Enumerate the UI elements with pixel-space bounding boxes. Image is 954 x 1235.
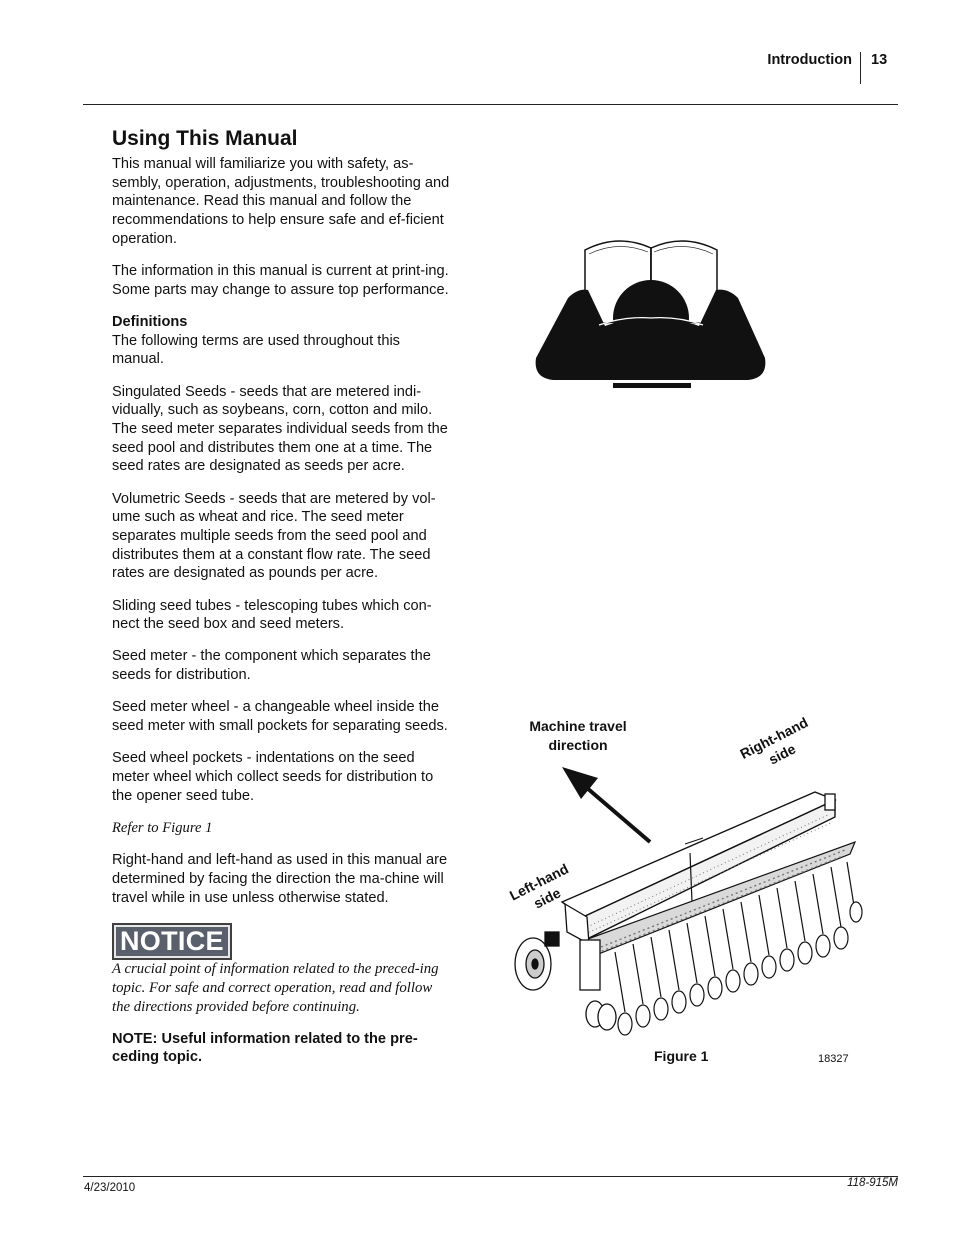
label-left-hand-side: Left-hand side	[506, 860, 571, 912]
notice-text: A crucial point of information related to the preced-ing topic. For safe and correct operation, read and follow the directions provided before continuing.	[112, 960, 439, 1015]
header-section-title: Introduction	[767, 52, 852, 68]
text-column	[112, 126, 452, 1080]
notice-badge-label: NOTICE	[114, 925, 230, 958]
definition-item: Seed wheel pockets - indentations on the seed meter wheel which collect seeds for distribution to the opener seed tube.	[112, 750, 434, 804]
note-text: NOTE: Useful information related to the pre-ceding topic.	[112, 1031, 418, 1066]
handedness-paragraph: Right-hand and left-hand as used in this manual are determined by facing the direction the ma-chine will travel while in use unless otherwise stated.	[112, 852, 448, 906]
definition-item: Seed meter wheel - a changeable wheel inside the seed meter with small pockets for separating seeds.	[112, 699, 448, 735]
label-machine-travel-direction: Machine travel direction	[529, 718, 627, 753]
intro-paragraph-1: This manual will familiarize you with safety, as-sembly, operation, adjustments, troubleshooting and maintenance. Read this manual and follow the recommendations to help ensure safe and ef-ficient operation.	[112, 156, 450, 247]
travel-direction-arrow	[580, 782, 650, 842]
notice-badge	[112, 923, 232, 960]
definition-item: Sliding seed tubes - telescoping tubes which con-nect the seed box and seed meters.	[112, 597, 432, 633]
figure-reference: Refer to Figure 1	[112, 819, 213, 836]
header-rule	[83, 104, 898, 105]
intro-paragraph-2: The information in this manual is current at print-ing. Some parts may change to assure top performance.	[112, 263, 449, 298]
label-right-hand-side: Right-hand side	[737, 714, 811, 768]
definition-item: Seed meter - the component which separates the seeds for distribution.	[112, 648, 431, 684]
definition-item: Singulated Seeds - seeds that are metered indi-vidually, such as soybeans, corn, cotton and milo. The seed meter separates individual seeds from the seed pool and distributes them one at a time. The seed rates are designated as seeds per acre.	[112, 383, 448, 475]
footer-doc-number: 118-915M	[847, 1177, 898, 1189]
definitions-block	[112, 313, 452, 369]
header-page-number: 13	[871, 52, 888, 68]
footer-date: 4/23/2010	[84, 1182, 136, 1194]
figure-caption: Figure 1	[654, 1048, 709, 1064]
definitions-intro: The following terms are used throughout this manual.	[112, 332, 400, 368]
figure-number: 18327	[818, 1053, 849, 1065]
person-reading-book-icon	[533, 228, 768, 393]
definitions-heading: Definitions	[112, 313, 188, 330]
header-separator	[860, 52, 861, 84]
definition-item: Volumetric Seeds - seeds that are metered by vol-ume such as wheat and rice. The seed meter separates multiple seeds from the seed pool and distributes them at a constant flow rate. The seed rates are designated as pounds per acre.	[112, 490, 436, 582]
page-title: Using This Manual	[112, 127, 298, 150]
